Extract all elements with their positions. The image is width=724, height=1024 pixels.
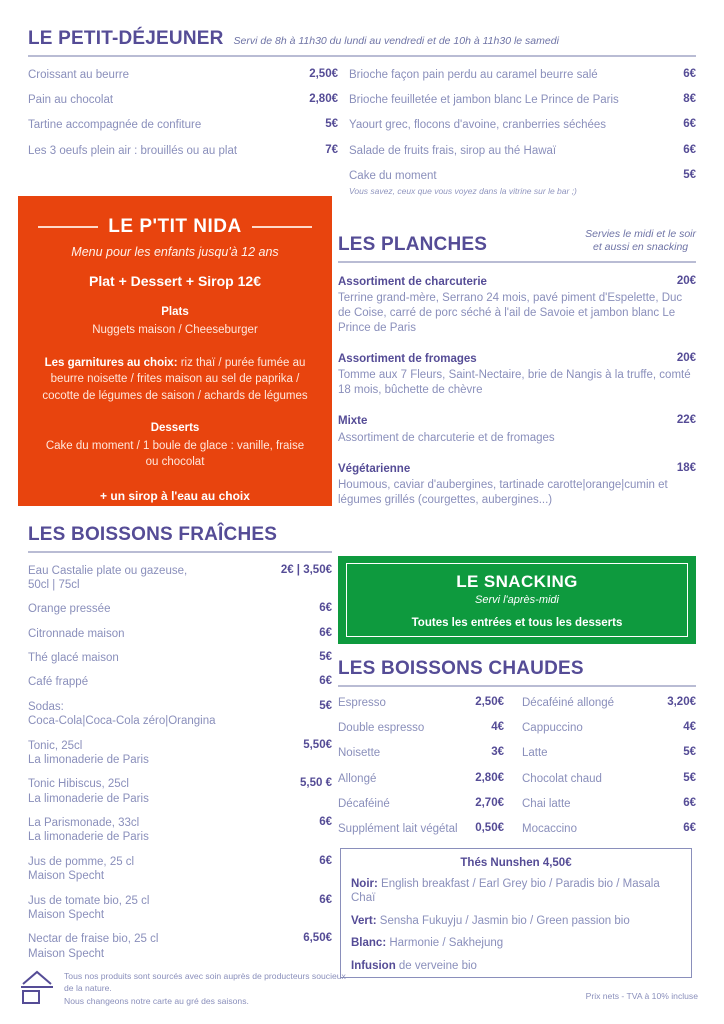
planches-subtitle [585, 228, 696, 256]
menu-item-price: 4€ [683, 720, 696, 733]
tea-category-value: Sensha Fukuyju / Jasmin bio / Green passion bio [376, 914, 630, 927]
nida-garnitures-list: riz thaï / purée fumée au beurre noisette / frites maison au sel de paprika / cocotte de légumes de saison / achards de légumes [42, 356, 308, 403]
tea-row [351, 877, 681, 906]
menu-row [28, 564, 332, 593]
menu-item-name: Pain au chocolat [28, 93, 114, 106]
planche-price: 20€ [676, 352, 696, 365]
planche-item [338, 414, 696, 445]
section-thes [340, 848, 692, 978]
menu-row [522, 772, 696, 786]
menu-item-name: Chocolat chaud [522, 772, 602, 785]
menu-row [522, 822, 696, 836]
menu-item-name: Cake du moment [349, 170, 437, 183]
planche-item [338, 352, 696, 398]
cold-drinks-divider [28, 551, 332, 553]
menu-item-price: 6€ [319, 816, 332, 829]
breakfast-divider [28, 55, 696, 57]
nest-house-logo-icon [20, 968, 54, 1008]
section-petit-dejeuner [28, 28, 696, 207]
menu-item-name: Thé glacé maison [28, 652, 119, 665]
snacking-inner-frame [346, 563, 688, 637]
breakfast-title: LE PETIT-DÉJEUNER [28, 28, 224, 49]
breakfast-right-column [338, 68, 696, 207]
menu-item-name: Chai latte [522, 798, 571, 811]
menu-item-price: 6€ [683, 67, 696, 80]
footer-text-line1: Tous nos produits sont sourcés avec soin auprès de producteurs soucieux de la nature. [64, 971, 346, 994]
menu-item-price: 3,20€ [667, 695, 696, 708]
menu-item-name: Décaféiné allongé [522, 696, 615, 709]
menu-row [28, 602, 332, 616]
menu-item-name: Supplément lait végétal [338, 823, 458, 836]
planches-title: LES PLANCHES [338, 234, 488, 256]
menu-item-price: 4€ [491, 720, 504, 733]
menu-item-price: 7€ [325, 143, 338, 156]
footer [20, 966, 350, 1008]
tea-category-value: English breakfast / Earl Grey bio / Paradis bio / Masala Chaï [351, 878, 660, 905]
menu-item-price: 8€ [683, 92, 696, 105]
nida-final-line: + un sirop à l'eau au choix [100, 489, 250, 504]
tea-category-label: Blanc: [351, 937, 387, 950]
menu-row [349, 144, 696, 158]
tea-category-value: Harmonie / Sakhejung [386, 937, 504, 950]
menu-row [28, 93, 338, 107]
menu-item-name: Espresso [338, 696, 386, 709]
menu-item-price: 2,70€ [475, 797, 504, 810]
menu-item-name: Sodas: Coca-Cola|Coca-Cola zéro|Orangina [28, 700, 216, 728]
menu-item-price: 6€ [683, 143, 696, 156]
planche-name: Végétarienne [338, 462, 411, 475]
menu-item-price: 5€ [683, 169, 696, 182]
breakfast-header [28, 28, 696, 50]
menu-item-name: Latte [522, 747, 548, 760]
menu-row [338, 772, 504, 786]
menu-row [28, 68, 338, 82]
menu-item-name: Tonic Hibiscus, 25cl La limonaderie de Paris [28, 778, 149, 805]
tea-category-value: de verveine bio [395, 959, 477, 972]
menu-item-name: Décaféiné [338, 798, 390, 811]
menu-row [28, 651, 332, 665]
menu-item-price: 6€ [319, 854, 332, 867]
menu-row [28, 777, 332, 806]
footer-legal: Prix nets - TVA à 10% incluse [585, 991, 698, 1001]
nida-rule-left [38, 226, 98, 227]
hot-drinks-right-column [516, 696, 696, 848]
menu-row [28, 700, 332, 729]
planche-name: Mixte [338, 415, 368, 428]
menu-item-name: Allongé [338, 772, 377, 785]
menu-row [28, 855, 332, 884]
planches-header [338, 228, 696, 256]
menu-item-name: Eau Castalie plate ou gazeuse, 50cl | 75cl [28, 564, 188, 591]
menu-item-name: Brioche feuilletée et jambon blanc Le Prince de Paris [349, 93, 619, 106]
menu-item-price: 5€ [683, 746, 696, 759]
cold-drinks-title: LES BOISSONS FRAÎCHES [28, 524, 278, 545]
menu-item-price: 2,80€ [309, 92, 338, 105]
menu-row [28, 118, 338, 132]
menu-item-price: 6€ [683, 118, 696, 131]
menu-item-price: 5,50 € [300, 777, 332, 790]
breakfast-left-column [28, 68, 338, 207]
menu-row [349, 118, 696, 132]
menu-item-name: Double espresso [338, 721, 425, 734]
planches-items [338, 275, 696, 508]
nida-garnitures-label: Les garnitures au choix: [44, 356, 178, 369]
planche-name: Assortiment de fromages [338, 353, 477, 366]
menu-row [338, 696, 504, 710]
menu-row [338, 822, 504, 836]
nida-rule-right [252, 226, 312, 227]
menu-row [28, 816, 332, 845]
menu-item-name: Nectar de fraise bio, 25 cl Maison Specht [28, 933, 159, 960]
menu-row [28, 627, 332, 641]
menu-row [522, 696, 696, 710]
menu-row [349, 93, 696, 107]
nida-title-row [38, 216, 312, 238]
menu-item-price: 3€ [491, 746, 504, 759]
menu-item-price: 2,50€ [309, 67, 338, 80]
tea-row [351, 914, 681, 928]
menu-item-name: Brioche façon pain perdu au caramel beurre salé [349, 68, 598, 81]
menu-item-name: Tonic, 25cl La limonaderie de Paris [28, 739, 149, 766]
menu-item-price: 6€ [319, 675, 332, 688]
nida-plats-label: Plats [161, 306, 189, 318]
hot-drinks-title: LES BOISSONS CHAUDES [338, 658, 584, 679]
menu-item-price: 6€ [319, 626, 332, 639]
planche-row [338, 275, 696, 289]
menu-row [28, 894, 332, 923]
menu-item-price: 2,50€ [475, 695, 504, 708]
menu-item-name: Noisette [338, 747, 381, 760]
footer-text-line2: Nous changeons notre carte au gré des saisons. [64, 995, 249, 1006]
planche-row [338, 414, 696, 428]
menu-item-name: Salade de fruits frais, sirop au thé Hawaï [349, 144, 557, 157]
menu-item-name: Jus de pomme, 25 cl Maison Specht [28, 855, 135, 883]
menu-row [28, 739, 332, 768]
nida-garnitures [38, 355, 312, 405]
menu-item-price: 6€ [683, 822, 696, 835]
menu-row [522, 746, 696, 760]
menu-item-price: 5€ [683, 771, 696, 784]
menu-item-price: 5,50€ [303, 738, 332, 751]
menu-item-name: Mocaccino [522, 823, 577, 836]
menu-item-price: 6€ [683, 797, 696, 810]
cold-drinks-items [28, 564, 332, 962]
menu-item-name: Croissant au beurre [28, 68, 129, 81]
menu-row [522, 797, 696, 811]
planche-row [338, 352, 696, 366]
menu-row [338, 721, 504, 735]
menu-row [28, 932, 332, 961]
hot-drinks-left-column [338, 696, 516, 848]
nida-formula: Plat + Dessert + Sirop 12€ [89, 273, 261, 289]
tea-category-label: Infusion [351, 959, 396, 972]
menu-row [349, 68, 696, 82]
menu-item-price: 2€ | 3,50€ [280, 563, 332, 576]
menu-item-name: Café frappé [28, 676, 89, 689]
planche-description: Terrine grand-mère, Serrano 24 mois, pavé piment d'Espelette, Duc de Coise, carré de porc séché à l'ail de Savoie et jambon blanc Le Prince de Paris [338, 292, 683, 335]
planche-description: Tomme aux 7 Fleurs, Saint-Nectaire, brie de Nangis à la truffe, comté 18 mois, bûchette de chèvre [338, 369, 691, 397]
menu-item-name: Yaourt grec, flocons d'avoine, cranberries séchées [349, 119, 607, 132]
menu-item-price: 6€ [319, 602, 332, 615]
planche-row [338, 462, 696, 476]
planche-price: 20€ [676, 274, 696, 287]
tea-category-label: Noir: [351, 878, 378, 890]
menu-row [522, 721, 696, 735]
menu-item-name: La Parismonade, 33cl La limonaderie de Paris [28, 817, 149, 844]
menu-item-name: Orange pressée [28, 603, 111, 616]
planche-item [338, 275, 696, 336]
planche-price: 18€ [676, 461, 696, 474]
menu-item-name: Jus de tomate bio, 25 cl Maison Specht [28, 894, 150, 921]
planche-item [338, 462, 696, 508]
planche-name: Assortiment de charcuterie [338, 275, 487, 288]
nida-plats-list: Nuggets maison / Cheeseburger [92, 324, 258, 336]
menu-row [338, 797, 504, 811]
nida-tagline: Menu pour les enfants jusqu'à 12 ans [71, 245, 279, 259]
menu-item-name: Citronnade maison [28, 627, 125, 640]
section-boissons-chaudes [338, 658, 696, 848]
menu-row [349, 169, 696, 183]
menu-item-name: Cappuccino [522, 721, 583, 734]
menu-item-price: 6,50€ [303, 932, 332, 945]
section-ptit-nida [18, 196, 332, 506]
tea-row [351, 936, 681, 950]
tea-row [351, 959, 681, 973]
menu-item-price: 5€ [325, 118, 338, 131]
teas-rows [351, 877, 681, 973]
section-planches [338, 228, 696, 524]
section-snacking [338, 556, 696, 644]
nida-desserts-label: Desserts [150, 421, 200, 434]
nida-title: LE P'TIT NIDA [108, 216, 242, 237]
teas-header: Thés Nunshen 4,50€ [460, 857, 572, 869]
menu-row [338, 746, 504, 760]
nida-desserts-list: Cake du moment / 1 boule de glace : vanille, fraise ou chocolat [45, 439, 305, 469]
planche-description: Assortiment de charcuterie et de fromages [338, 431, 555, 444]
breakfast-subtitle: Servi de 8h à 11h30 du lundi au vendredi et de 10h à 11h30 le samedi [233, 35, 559, 47]
menu-item-name: Les 3 oeufs plein air : brouillés ou au plat [28, 144, 238, 157]
menu-item-name: Tartine accompagnée de confiture [28, 119, 202, 132]
menu-item-price: 5€ [319, 699, 332, 712]
snacking-title: LE SNACKING [456, 571, 578, 591]
menu-row [28, 144, 338, 158]
planche-price: 22€ [676, 414, 696, 427]
menu-item-note: Vous savez, ceux que vous voyez dans la vitrine sur le bar ;) [349, 186, 577, 197]
planche-description: Houmous, caviar d'aubergines, tartinade carotte|orange|cumin et légumes grillés (courgettes, aubergines...) [338, 478, 668, 506]
menu-item-price: 0,50€ [475, 822, 504, 835]
snacking-description: Toutes les entrées et tous les desserts [411, 616, 623, 629]
menu-item-price: 6€ [319, 893, 332, 906]
planches-subtitle-line2: et aussi en snacking [592, 241, 689, 254]
tea-category-label: Vert: [351, 914, 377, 927]
footer-text [64, 966, 350, 1007]
hot-drinks-divider [338, 685, 696, 687]
planches-subtitle-line1: Servies le midi et le soir [585, 228, 696, 240]
snacking-subtitle: Servi l'après-midi [474, 593, 559, 606]
menu-item-price: 5€ [319, 651, 332, 664]
planches-divider [338, 261, 696, 263]
menu-row [28, 675, 332, 689]
menu-item-price: 2,80€ [475, 771, 504, 784]
section-boissons-fraiches [28, 524, 332, 971]
